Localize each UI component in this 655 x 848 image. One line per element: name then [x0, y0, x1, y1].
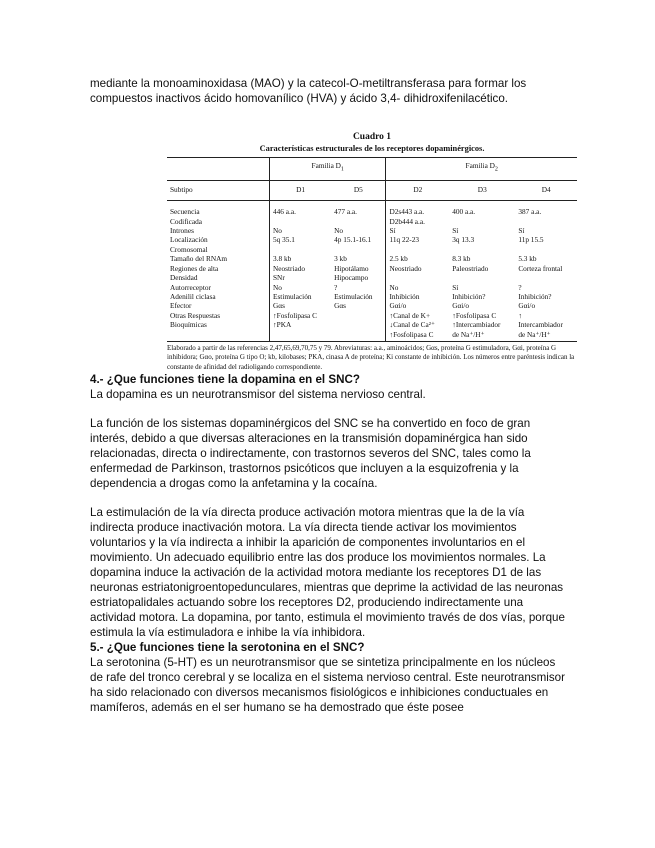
section-4-paragraph-3: La estimulación de la vía directa produce activación motora mientras que la de la vía indirecta produce inactivación motora. La vía directa tiende activar los movimientos voluntarios y la vía indirecta a inhibir la aparición de componentes involuntarios en el movimiento. Un adecuado equilibrio entre las dos produce los movimientos normales. La dopamina induce la activación de la actividad motora mediante los receptores D1 de las neuronas estriatonigroentopedunculares, mientras que deprime la actividad de las neuronas estriatopalidales actuando sobre los receptores D2, produciendo indirectamente una actividad motora. La dopamina, por tanto, estimula el movimiento través de dos vías, porque estimula la vía estimuladora e inhibe la vía inhibidora. — [90, 506, 565, 640]
subtype-d1: D1 — [270, 180, 332, 200]
row-label: Autorreceptor — [170, 282, 211, 292]
table-cell: 5.3 kb — [518, 254, 537, 264]
row-label: Secuencia — [170, 207, 200, 217]
table-cell — [331, 217, 386, 226]
table-cell: 387 a.a. — [518, 207, 542, 217]
table-cell — [331, 320, 386, 329]
table-cell — [331, 330, 386, 342]
table-cell: No — [334, 226, 343, 236]
table-cell: 477 a.a. — [334, 207, 357, 217]
subtype-d2: D2 — [386, 180, 449, 200]
row-label: Efector — [170, 301, 192, 311]
table-cell: Sí — [452, 226, 459, 236]
table-cell — [270, 245, 332, 254]
subtype-label: Subtipo — [167, 180, 270, 200]
table-cell: Neostriado — [386, 264, 449, 273]
table-footnote: Elaborado a partir de las referencias 2,47,65,69,70,75 y 79. Abreviaturas: a.a., aminoácidos; Gαs, proteína G estimuladora, Gαi, proteína G inhibidora; Gαo, proteína G tipo O; kb, kilobases; PKA, cinasa A de proteína; Ki constante de inhibición. Los números entre paréntesis indican la constante de afinidad del radioligando correspondiente. — [167, 343, 575, 371]
family-1-header: Familia $D_1$ — [270, 158, 386, 181]
row-label: Codificada — [170, 216, 203, 226]
table-row — [167, 245, 577, 254]
table-cell — [386, 245, 449, 254]
table-cell: Estimulación — [270, 292, 332, 301]
table-row — [167, 330, 577, 342]
table-cell: Gαs — [334, 301, 347, 311]
table-cell — [449, 217, 515, 226]
section-4-paragraph-2: La función de los sistemas dopaminérgicos del SNC se ha convertido en foco de gran interés, debido a que diversas alteraciones en la transmisión dopaminérgica han sido relacionadas, directa o indirectamente, con trastornos severos del SNC, tales como la enfermedad de Parkinson, trastornos psicóticos que incluyen a la esquizofrenia y la dependencia a drogas como la anfetamina y la cocaína. — [90, 417, 531, 491]
table-cell: No — [270, 283, 332, 292]
table-cell: ↑Intercambiador — [452, 320, 501, 330]
table-cell: D2b444 a.a. — [386, 217, 449, 226]
table-cell — [386, 273, 449, 282]
table-subtitle: Características estructurales de los receptores dopaminérgicos. — [259, 144, 485, 153]
document-page — [90, 76, 575, 715]
table-cell — [270, 330, 332, 342]
table-cell: de Na⁺/H⁺ — [515, 330, 577, 342]
table-cell: Gαs — [270, 301, 332, 310]
table-cell: 446 a.a. — [270, 201, 332, 217]
table-row — [167, 301, 577, 310]
row-label — [167, 330, 270, 342]
row-label: Densidad — [170, 273, 198, 283]
row-label: Bioquímicas — [170, 320, 207, 330]
table-cell: Estimulación — [334, 291, 373, 301]
section-4-heading: 4.- ¿Que funciones tiene la dopamina en el SNC? — [90, 373, 360, 387]
table-cell: Inhibición — [386, 292, 449, 301]
table-row — [167, 283, 577, 292]
table-row — [167, 320, 577, 329]
table-row — [167, 201, 577, 217]
table-cell: Neostriado — [270, 264, 332, 273]
receptor-table — [167, 157, 577, 342]
row-label: Localización — [170, 235, 208, 245]
table-cell: ↑Fosfolipasa C — [270, 311, 332, 320]
table-cell — [515, 245, 577, 254]
table-cell: Gαi/o — [386, 301, 449, 310]
table-cell — [449, 273, 515, 282]
row-label: Tamaño del RNAm — [170, 254, 228, 264]
table-cell: ? — [334, 282, 338, 292]
table-row — [167, 311, 577, 320]
table-cell: ↑Fosfolipasa C — [452, 310, 497, 320]
table-cell — [515, 217, 577, 226]
family-2-header: Familia $D_2$ — [386, 158, 577, 181]
table-cell: ↑PKA — [270, 320, 332, 329]
table-cell: Gαi/o — [518, 301, 536, 311]
table-title: Cuadro 1 — [352, 132, 392, 142]
section-5-paragraph-1: La serotonina (5-HT) es un neurotransmisor que se sintetiza principalmente en los núcleos de rafe del tronco cerebral y se localiza en el sistema nervioso central. Este neurotransmisor ha sido relacionado con diversos mecanismos fisiológicos e inhibiciones conductuales en mamíferos, además en el ser humano se ha demostrado que éste posee — [90, 656, 565, 715]
subtype-d5: D5 — [331, 180, 386, 200]
row-label: Cromosomal — [170, 244, 208, 254]
row-label: Intrones — [170, 226, 194, 236]
subtype-d3: D3 — [449, 180, 515, 200]
table-cell: Sí — [518, 226, 525, 236]
table-cell — [331, 311, 386, 320]
table-cell: No — [386, 283, 449, 292]
table-cell: Hipotálamo — [334, 263, 369, 273]
table-row — [167, 273, 577, 282]
table-cell: 11q 22-23 — [386, 235, 449, 244]
table-cell: D2s443 a.a. — [386, 201, 449, 217]
table-cell: 8.3 kb — [452, 254, 471, 264]
table-cell — [449, 245, 515, 254]
table-cell: 3q 13.3 — [452, 235, 475, 245]
table-cell: Sí — [386, 226, 449, 235]
table-cell: ↑Canal de K+ — [386, 311, 449, 320]
table-cell: 11p 15.5 — [518, 235, 544, 245]
table-cell: No — [270, 226, 332, 235]
table-cell: Sí — [452, 282, 459, 292]
section-4-paragraph-1: La dopamina es un neurotransmisor del sistema nervioso central. — [90, 388, 426, 402]
intro-paragraph: mediante la monoaminoxidasa (MAO) y la catecol-O-metiltransferasa para formar los compuestos inactivos ácido homovanílico (HVA) y ácido 3,4- dihidroxifenilacético. — [90, 77, 527, 105]
table-cell: Gαi/o — [452, 301, 469, 311]
section-5-heading: 5.- ¿Que funciones tiene la serotonina en el SNC? — [90, 641, 365, 655]
table-row — [167, 264, 577, 273]
table-row — [167, 292, 577, 301]
table-cell: 2.5 kb — [386, 254, 449, 263]
family-header-row — [167, 158, 577, 181]
table-cell — [270, 217, 332, 226]
table-cell: Inhibición? — [452, 291, 486, 301]
table-cell — [515, 273, 577, 282]
table-cell: 400 a.a. — [452, 207, 476, 217]
table-cell: ? — [518, 282, 522, 292]
receptor-table-figure — [167, 132, 577, 372]
table-row — [167, 226, 577, 235]
table-cell: ↑ — [518, 310, 522, 320]
table-cell: Intercambiador — [518, 320, 563, 330]
row-label: Regiones de alta — [170, 263, 219, 273]
table-row — [167, 254, 577, 263]
table-cell: 3.8 kb — [270, 254, 332, 263]
table-cell — [331, 245, 386, 254]
table-cell: ↑Fosfolipasa C — [386, 330, 449, 342]
table-cell: Corteza frontal — [518, 263, 563, 273]
table-cell: 5q 35.1 — [270, 235, 332, 244]
table-cell: 4p 15.1-16.1 — [334, 235, 372, 245]
subtype-header-row — [167, 180, 577, 200]
table-cell: ↓Canal de Ca²⁺ — [386, 320, 449, 329]
table-cell: 3 kb — [334, 254, 347, 264]
table-cell: Hipocampo — [334, 273, 369, 283]
table-cell: SNr — [270, 273, 332, 282]
table-row — [167, 235, 577, 244]
table-row — [167, 217, 577, 226]
row-label: Otras Respuestas — [170, 310, 221, 320]
row-label: Adenilil ciclasa — [170, 291, 216, 301]
table-cell: de Na⁺/H⁺ — [449, 330, 515, 342]
subtype-d4: D4 — [515, 180, 577, 200]
table-cell: Paleostriado — [452, 263, 489, 273]
table-cell: Inhibición? — [518, 291, 552, 301]
